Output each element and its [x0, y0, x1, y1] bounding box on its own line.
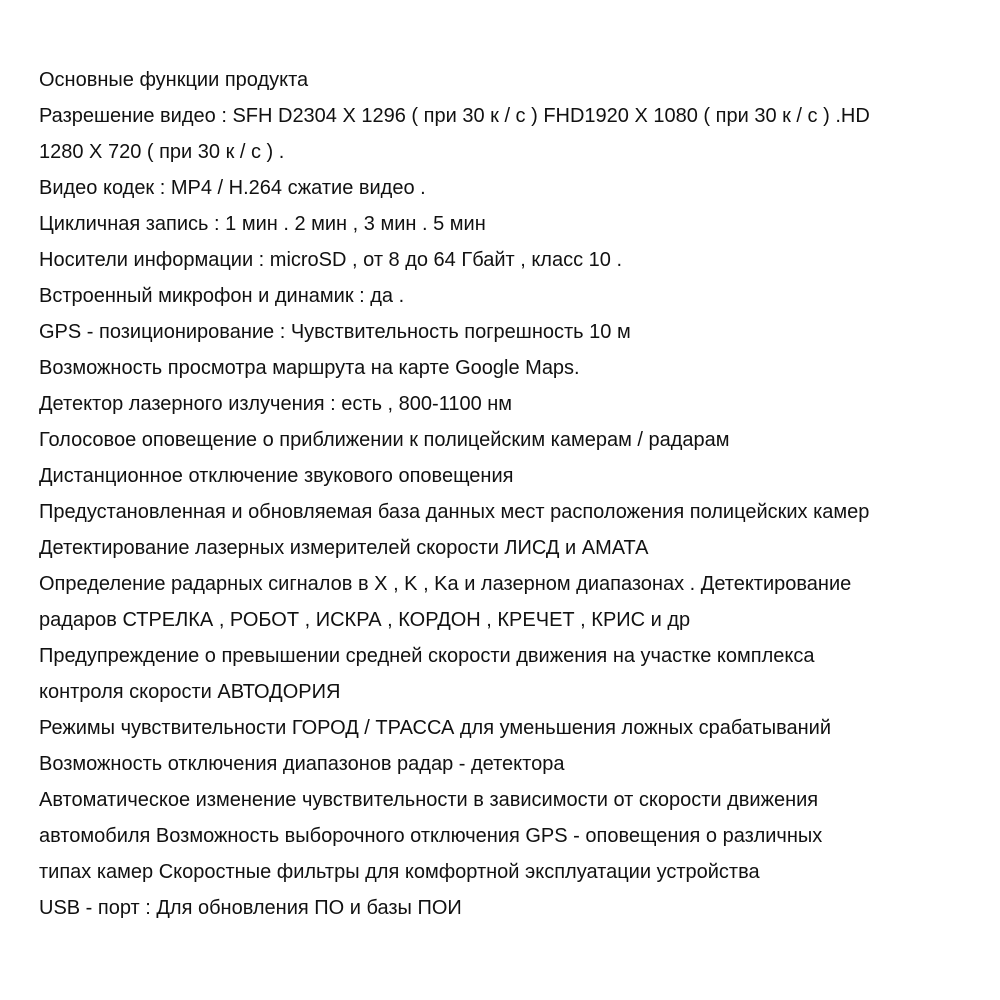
text-line: Режимы чувствительности ГОРОД / ТРАССА для уменьшения ложных срабатываний	[39, 717, 832, 739]
text-line: Детектирование лазерных измерителей скорости ЛИСД и АМАТА	[39, 537, 649, 559]
text-line: 1280 X 720 ( при 30 к / с ) .	[39, 141, 285, 163]
text-line: типах камер Скоростные фильтры для комфортной эксплуатации устройства	[39, 861, 760, 883]
text-line: Определение радарных сигналов в X , K , Ka и лазерном диапазонах . Детектирование	[39, 573, 852, 595]
text-line: Разрешение видео : SFH D2304 X 1296 ( при 30 к / с ) FHD1920 X 1080 ( при 30 к / с ) .HD	[39, 105, 870, 127]
product-features-document	[39, 62, 989, 926]
text-line: Автоматическое изменение чувствительности в зависимости от скорости движения	[39, 789, 819, 811]
text-line: Цикличная запись : 1 мин . 2 мин , 3 мин . 5 мин	[39, 213, 486, 235]
text-line: контроля скорости АВТОДОРИЯ	[39, 681, 341, 703]
text-line: Возможность просмотра маршрута на карте Google Maps.	[39, 357, 580, 379]
text-line: радаров СТРЕЛКА , РОБОТ , ИСКРА , КОРДОН , КРЕЧЕТ , КРИС и др	[39, 609, 691, 631]
text-line: Детектор лазерного излучения : есть , 800-1100 нм	[39, 393, 513, 415]
text-line: Предупреждение о превышении средней скорости движения на участке комплекса	[39, 645, 815, 667]
text-line: Видео кодек : MP4 / H.264 сжатие видео .	[39, 177, 426, 199]
text-line: Предустановленная и обновляемая база данных мест расположения полицейских камер	[39, 501, 870, 523]
text-line: GPS - позиционирование : Чувствительность погрешность 10 м	[39, 321, 631, 343]
document-title: Основные функции продукта	[39, 69, 309, 91]
text-line: автомобиля Возможность выборочного отключения GPS - оповещения о различных	[39, 825, 823, 847]
text-line: USB - порт : Для обновления ПО и базы ПОИ	[39, 897, 462, 919]
text-line: Голосовое оповещение о приближении к полицейским камерам / радарам	[39, 429, 730, 451]
text-line: Возможность отключения диапазонов радар - детектора	[39, 753, 565, 775]
text-line: Носители информации : microSD , от 8 до 64 Гбайт , класс 10 .	[39, 249, 622, 271]
text-line: Дистанционное отключение звукового оповещения	[39, 465, 514, 487]
text-line: Встроенный микрофон и динамик : да .	[39, 285, 405, 307]
